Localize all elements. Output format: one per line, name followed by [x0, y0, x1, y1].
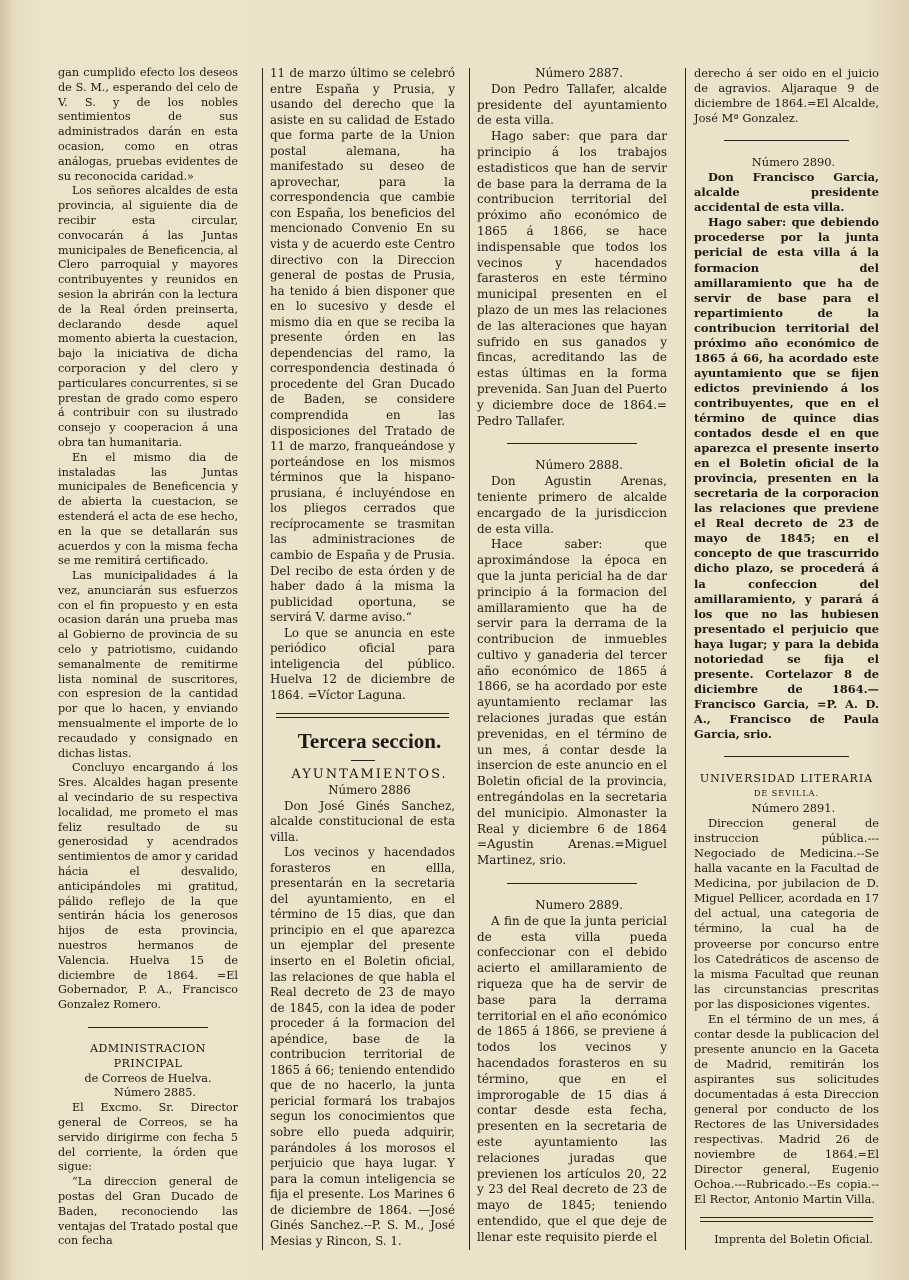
- column-1: [58, 66, 238, 1249]
- paragraph: Los señores alcaldes de esta provincia, al siguiente dia de recibir esta circular, convocarán á las Juntas municipales de Beneficencia, al Clero parroquial y mayores contribuyentes y reunidos en sesion la abrirán con la lectura de la Real órden preinserta, declarando desde aquel momento abierta la cuestacion, bajo la iniciativa de dicha corporacion y del clero y particulares concurrentes, si se prestan de grado como espero á contribuir con su ilustrado consejo y cooperacion á una obra tan humanitaria.: [58, 184, 238, 449]
- notice-number: Número 2890.: [751, 155, 836, 170]
- notice-number: Numero 2889.: [535, 898, 623, 913]
- paragraph: Concluyo encargando á los Sres. Alcaldes hagan presente al vecindario de su respectiva localidad, me prometo el mas feliz resultado de su generosidad y acendrados sentimientos de amor y caridad hácia el desvalido, anticipándoles mi gratitud, pálido reflejo de la que sentirán hácia los generosos hijos de esta provincia, nuestros hermanos de Valencia. Huelva 15 de diciembre de 1864. =El Gobernador, P. A., Francisco Gonzalez Romero.: [58, 761, 238, 1012]
- paragraph: 11 de marzo último se celebró entre España y Prusia, y usando del derecho que la asiste en su calidad de Estado que forma parte de la Union postal alemana, ha manifestado su deseo de aprovechar, para la correspondencia que cambie con España, los beneficios del mencionado Convenio En su vista y de acuerdo este Centro directivo con la Direccion general de postas de Prusia, ha tenido á bien disponer que en lo sucesivo y desde el mismo dia en que se reciba la presente órden en las dependencias del ramo, la correspondencia destinada ó procedente del Gran Ducado de Baden, se considere comprendida en las disposiciones del Tratado de 11 de marzo, franqueándose y porteándose en los mismos términos que la hispano-prusiana, é incluyéndose en los pliegos cerrados que recíprocamente se trasmitan las administraciones de cambio de España y de Prusia. Del recibo de esta órden y de haber dado á la misma la publicidad oportuna, se servirá V. darme aviso.“: [270, 66, 455, 625]
- paragraph: Don Francisco Garcia, alcalde presidente accidental de esta villa.: [694, 170, 879, 215]
- paragraph: En el mismo dia de instaladas las Juntas municipales de Beneficencia y de abierta la cuestacion, se estenderá el acta de ese hecho, en la que se detallarán sus acuerdos y con la misma fecha se me remitirá certificado.: [58, 450, 238, 568]
- paragraph: Los vecinos y hacendados forasteros en ellla, presentarán en la secretaria del ayuntamiento, en el término de 15 dias, que dan principio en el que aparezca un ejemplar del presente inserto en el Boletin oficial, las relaciones de que habla el Real decreto de 23 de mayo de 1845, con la idea de poder proceder á la formacion del apéndice, base de la contribucion territorial de 1865 á 66; teniendo entendido que de no hacerlo, la junta pericial formará los trabajos segun los conocimientos que sobre ello pueda adquirir, parándoles á los morosos el perjuicio que haya lugar. Y para la comun inteligencia se fija el presente. Los Marines 6 de diciembre de 1864. —José Ginés Sanchez.--P. S. M., José Mesias y Rincon, S. 1.: [270, 845, 455, 1248]
- paragraph: derecho á ser oido en el juicio de agravios. Aljaraque 9 de diciembre de 1864.=El Alcalde, José Mª Gonzalez.: [694, 66, 879, 126]
- notice-number: Número 2886: [328, 782, 411, 797]
- notice-number: Número 2891.: [751, 801, 836, 816]
- section-title: UNIVERSIDAD LITERARIA: [699, 772, 874, 786]
- notice-number: Número 2885.: [114, 1086, 196, 1100]
- paragraph: Hago saber: que para dar principio á los trabajos estadisticos que han de servir de base para la derrama de la contribucion territorial del próximo año económico de 1865 á 1866, se hace indispensable que todos los vecinos y hacendados farasteros en este término municipal presenten en el plazo de un mes las relaciones de las alteraciones que hayan sufrido en sus ganados y fincas, acreditando las de estas últimas en la forma prevenida. San Juan del Puerto y diciembre doce de 1864.= Pedro Tallafer.: [477, 129, 667, 428]
- divider: [507, 443, 637, 444]
- paragraph: El Excmo. Sr. Director general de Correos, se ha servido dirigirme con fecha 5 del corriente, la órden que sigue:: [58, 1101, 238, 1174]
- paragraph: Don Agustin Arenas, teniente primero de alcalde encargado de la jurisdiccion de esta villa.: [477, 474, 667, 536]
- section-subheading: AYUNTAMIENTOS.: [291, 767, 448, 783]
- column-rule: [469, 68, 470, 1250]
- paragraph: Direccion general de instruccion pública.---Negociado de Medicina.--Se halla vacante en la Facultad de Medicina, por jubilacion de D. Miguel Pellicer, acordada en 17 del actual, una categoria de término, la cual ha de proveerse por concurso entre los Catedráticos de ascenso de la misma Facultad que reunan las circunstancias prescritas por las disposiciones vigentes.: [694, 816, 879, 1011]
- section-title: ADMINISTRACION PRINCIPAL: [90, 1042, 206, 1070]
- paragraph: Don José Ginés Sanchez, alcalde constitucional de esta villa.: [270, 798, 455, 844]
- paragraph: Don Pedro Tallafer, alcalde presidente del ayuntamiento de esta villa.: [477, 81, 667, 128]
- double-divider: [276, 713, 449, 718]
- paragraph: En el término de un mes, á contar desde la publicacion del presente anuncio en la Gaceta de Madrid, remitirán los aspirantes sus solicitudes documentadas á esta Direccion general por conducto de los Rectores de las Universidades respectivas. Madrid 26 de noviembre de 1864.=El Director general, Eugenio Ochoa.---Rubricado.--Es copia.--El Rector, Antonio Martin Villa.: [694, 1011, 879, 1207]
- paragraph: Lo que se anuncia en este periódico oficial para inteligencia del público. Huelva 12 de diciembre de 1864. =Víctor Laguna.: [270, 625, 455, 702]
- column-rule: [262, 68, 263, 1250]
- paragraph: Hace saber: que aproximándose la época en que la junta pericial ha de dar principio á la formacion del amillaramiento que ha de servir para la derrama de la contribucion de inmuebles cultivo y ganaderia del tercer año económico de 1865 á 1866, se ha acordado por este ayuntamiento reclamar las relaciones juradas que están prevenidas, en el término de un mes, á contar desde la insercion de este anuncio en el Boletin oficial de la provincia, entregándolas en la secretaria del municipio. Almonaster la Real y diciembre 6 de 1864 =Agustin Arenas.=Miguel Martinez, srio.: [477, 537, 667, 868]
- paragraph: A fin de que la junta pericial de esta villa pueda confeccionar con el debido acierto el amillaramiento de riqueza que ha de servir de base para la derrama territorial en el año económico de 1865 á 1866, se previene á todos los vecinos y hacendados forasteros en su término, que en el improrogable de 15 dias á contar desde esta fecha, presenten en la secretaria de este ayuntamiento las relaciones juradas que previenen los artículos 20, 22 y 23 del Real decreto de 23 de mayo de 1845; teniendo entendido, que el que deje de llenar este requisito pierde el: [477, 913, 667, 1244]
- column-2: [270, 66, 455, 1249]
- section-heading: Tercera seccion.: [297, 729, 442, 754]
- double-divider: [700, 1217, 873, 1222]
- column-rule: [685, 68, 686, 1250]
- printer-imprint: Imprenta del Boletin Oficial.: [714, 1233, 873, 1247]
- divider: [724, 140, 849, 141]
- short-dash: [351, 760, 375, 761]
- notice-number: Número 2888.: [535, 458, 623, 473]
- column-3: [477, 66, 667, 1246]
- section-subtitle: DE SEVILLA.: [754, 789, 819, 799]
- divider: [724, 756, 849, 757]
- paragraph: Las municipalidades á la vez, anunciarán sus esfuerzos con el fin propuesto y en esta ocasion darán una prueba mas al Gobierno de provincia de su celo y patriotismo, cuidando semanalmente de remitirme lista nominal de suscritores, con espresion de la cantidad por que lo hacen, y enviando mensualmente el importe de lo recaudado y consignado en dichas listas.: [58, 569, 238, 760]
- notice-number: Número 2887.: [535, 66, 623, 80]
- column-4: [694, 66, 879, 1247]
- divider: [507, 883, 637, 884]
- paragraph: gan cumplido efecto los deseos de S. M., esperando del celo de V. S. y de los nobles sentimientos de sus administrados darán en esta ocasion, como en otras análogas, pruebas evidentes de su reconocida caridad.»: [58, 66, 238, 183]
- divider: [88, 1027, 208, 1028]
- section-subtitle: de Correos de Huelva.: [84, 1071, 212, 1085]
- paragraph: “La direccion general de postas del Gran Ducado de Baden, reconociendo las ventajas del Tratado postal que con fecha: [58, 1175, 238, 1248]
- paragraph: Hago saber: que debiendo procederse por la junta pericial de esta villa á la formacion del amillaramiento que ha de servir de base para el repartimiento de la contribucion territorial del próximo año económico de 1865 á 66, ha acordado este ayuntamiento que se fijen edictos previniendo á los contribuyentes, que en el término de quince dias contados desde el en que aparezca el presente inserto en el Boletin oficial de la provincia, presenten en la secretaria de la corporacion las relaciones que previene el Real decreto de 23 de mayo de 1845; en el concepto de que trascurrido dicho plazo, se procederá á la confeccion del amillaramiento, y parará á los que no las hubiesen presentado el perjuicio que haya lugar; y para la debida notoriedad se fija el presente. Cortelazor 8 de diciembre de 1864.—Francisco Garcia, =P. A. D. A., Francisco de Paula Garcia, srio.: [694, 215, 879, 741]
